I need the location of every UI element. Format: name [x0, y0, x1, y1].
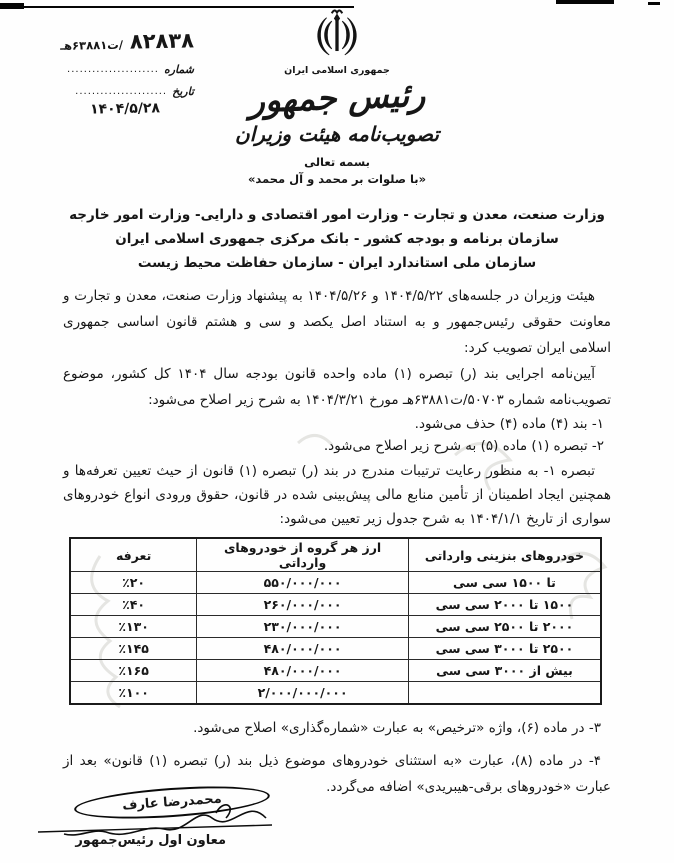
table-cell: ٪۱۶۵ [70, 660, 197, 682]
column-header-tariff: تعرفه [70, 538, 197, 572]
table-cell: ٪۱۳۰ [70, 616, 197, 638]
table-cell: ۲۵۰۰ تا ۳۰۰۰ سی سی [408, 638, 601, 660]
besmellah-line: بسمه تعالی [304, 155, 370, 169]
table-header-row [70, 538, 601, 572]
reference-stamp-block [18, 30, 194, 117]
table-cell: ۴۸۰/۰۰۰/۰۰۰ [197, 660, 409, 682]
signer-title: معاون اول رئیس‌جمهور [75, 833, 226, 848]
table-cell: ۵۵۰/۰۰۰/۰۰۰ [197, 572, 409, 594]
table-cell: ٪۱۴۵ [70, 638, 197, 660]
scan-artifact [648, 2, 660, 5]
table-row [70, 594, 601, 616]
salawat-line: «با صلوات بر محمد و آل محمد» [247, 172, 427, 186]
table-cell: ٪۲۰ [70, 572, 197, 594]
amendment-item-3: ۳- در ماده (۶)، واژه «ترخیص» به عبارت «شماره‌گذاری» اصلاح می‌شود. [193, 720, 601, 736]
number-dotted-line: ...................... [67, 64, 159, 75]
tariff-table [69, 537, 602, 705]
number-field-line [18, 63, 194, 76]
scan-artifact [556, 0, 614, 4]
table-cell: بیش از ۳۰۰۰ سی سی [408, 660, 601, 682]
signer-name: محمدرضا عارف [121, 791, 223, 814]
table-cell: ۲۶۰/۰۰۰/۰۰۰ [197, 594, 409, 616]
table-row [70, 638, 601, 660]
table-cell: ۱۵۰۰ تا ۲۰۰۰ سی سی [408, 594, 601, 616]
note-1-paragraph: تبصره ۱- به منظور رعایت ترتیبات مندرج در بند (ر) تبصره (۱) قانون از حیث تعیین تعرفه‌ها و همچنین ایجاد اطمینان از تأمین منابع مالی پیش‌بینی شده در قانون، حقوق ورودی انواع خودروهای سواری از تاریخ ۱۴۰۴/۱/۱ به شرح جدول زیر تعیین می‌شود: [63, 463, 611, 527]
date-field-line [18, 85, 194, 98]
iran-emblem-icon [311, 6, 363, 64]
table-row [70, 682, 601, 705]
table-cell: ۲۳۰/۰۰۰/۰۰۰ [197, 616, 409, 638]
amendment-item-1: ۱- بند (۴) ماده (۴) حذف می‌شود. [414, 416, 604, 432]
doc-type-title: تصویب‌نامه هیئت وزیران [235, 122, 439, 146]
signature-block [34, 785, 278, 863]
amendment-intro-paragraph: آیین‌نامه اجرایی بند (ر) تبصره (۱) ماده واحده قانون بودجه سال ۱۴۰۴ کل کشور، موضوع تصویب‌نامه شماره ۵۰۷۰۳/ت۶۳۸۸۱هـ مورخ ۱۴۰۴/۳/۲۱ به شرح زیر اصلاح می‌شود: [63, 366, 611, 408]
table-cell: تا ۱۵۰۰ سی سی [408, 572, 601, 594]
reference-suffix: /ت۶۳۸۸۱هـ [60, 37, 124, 53]
addressee-line: سازمان برنامه و بودجه کشور - بانک مرکزی جمهوری اسلامی ایران [115, 231, 559, 247]
amendment-item-2: ۲- تبصره (۱) ماده (۵) به شرح زیر اصلاح می‌شود. [323, 438, 604, 454]
table-cell: ۲۰۰۰ تا ۲۵۰۰ سی سی [408, 616, 601, 638]
decree-body [63, 283, 611, 800]
column-header-vehicle-category: خودروهای بنزینی وارداتی [408, 538, 601, 572]
table-row [70, 572, 601, 594]
table-cell: ٪۱۰۰ [70, 682, 197, 705]
table-row [70, 660, 601, 682]
decree-intro-paragraph: هیئت وزیران در جلسه‌های ۱۴۰۴/۵/۲۲ و ۱۴۰۴/۵/۲۶ به پیشنهاد وزارت صنعت، معدن و تجارت و معاونت حقوقی رئیس‌جمهور و به استناد اصل یکصد و سی و هشتم قانون اساسی جمهوری اسلامی ایران تصویب کرد: [63, 288, 611, 356]
table-cell: ۲/۰۰۰/۰۰۰/۰۰۰ [197, 682, 409, 705]
handwritten-date: ۱۴۰۴/۵/۲۸ [89, 100, 161, 118]
addressee-block [40, 203, 634, 275]
table-cell: ۴۸۰/۰۰۰/۰۰۰ [197, 638, 409, 660]
table-row [70, 616, 601, 638]
table-cell [408, 682, 601, 705]
reference-number-line [18, 28, 194, 55]
emblem-caption: جمهوری اسلامی ایران [284, 65, 390, 76]
amendment-item-4: ۴- در ماده (۸)، عبارت «به استثنای خودروهای موضوع ذیل بند (ر) تبصره (۱) قانون» بعد از عبارت «خودروهای برقی-هیبریدی» اضافه می‌گردد. [63, 753, 611, 795]
date-label: تاریخ [172, 85, 194, 98]
table-cell: ٪۴۰ [70, 594, 197, 616]
president-title: رئیس جمهور [248, 74, 426, 121]
addressee-line: وزارت صنعت، معدن و تجارت - وزارت امور اقتصادی و دارایی- وزارت امور خارجه [69, 207, 605, 223]
reference-number: ۸۲۸۳۸ [129, 28, 195, 54]
addressee-line: سازمان ملی استاندارد ایران - سازمان حفاظت محیط زیست [137, 255, 537, 271]
column-header-currency-value: ارز هر گروه از خودروهای وارداتی [197, 538, 409, 572]
date-dotted-line: ...................... [75, 86, 168, 97]
number-label: شماره [163, 63, 194, 76]
